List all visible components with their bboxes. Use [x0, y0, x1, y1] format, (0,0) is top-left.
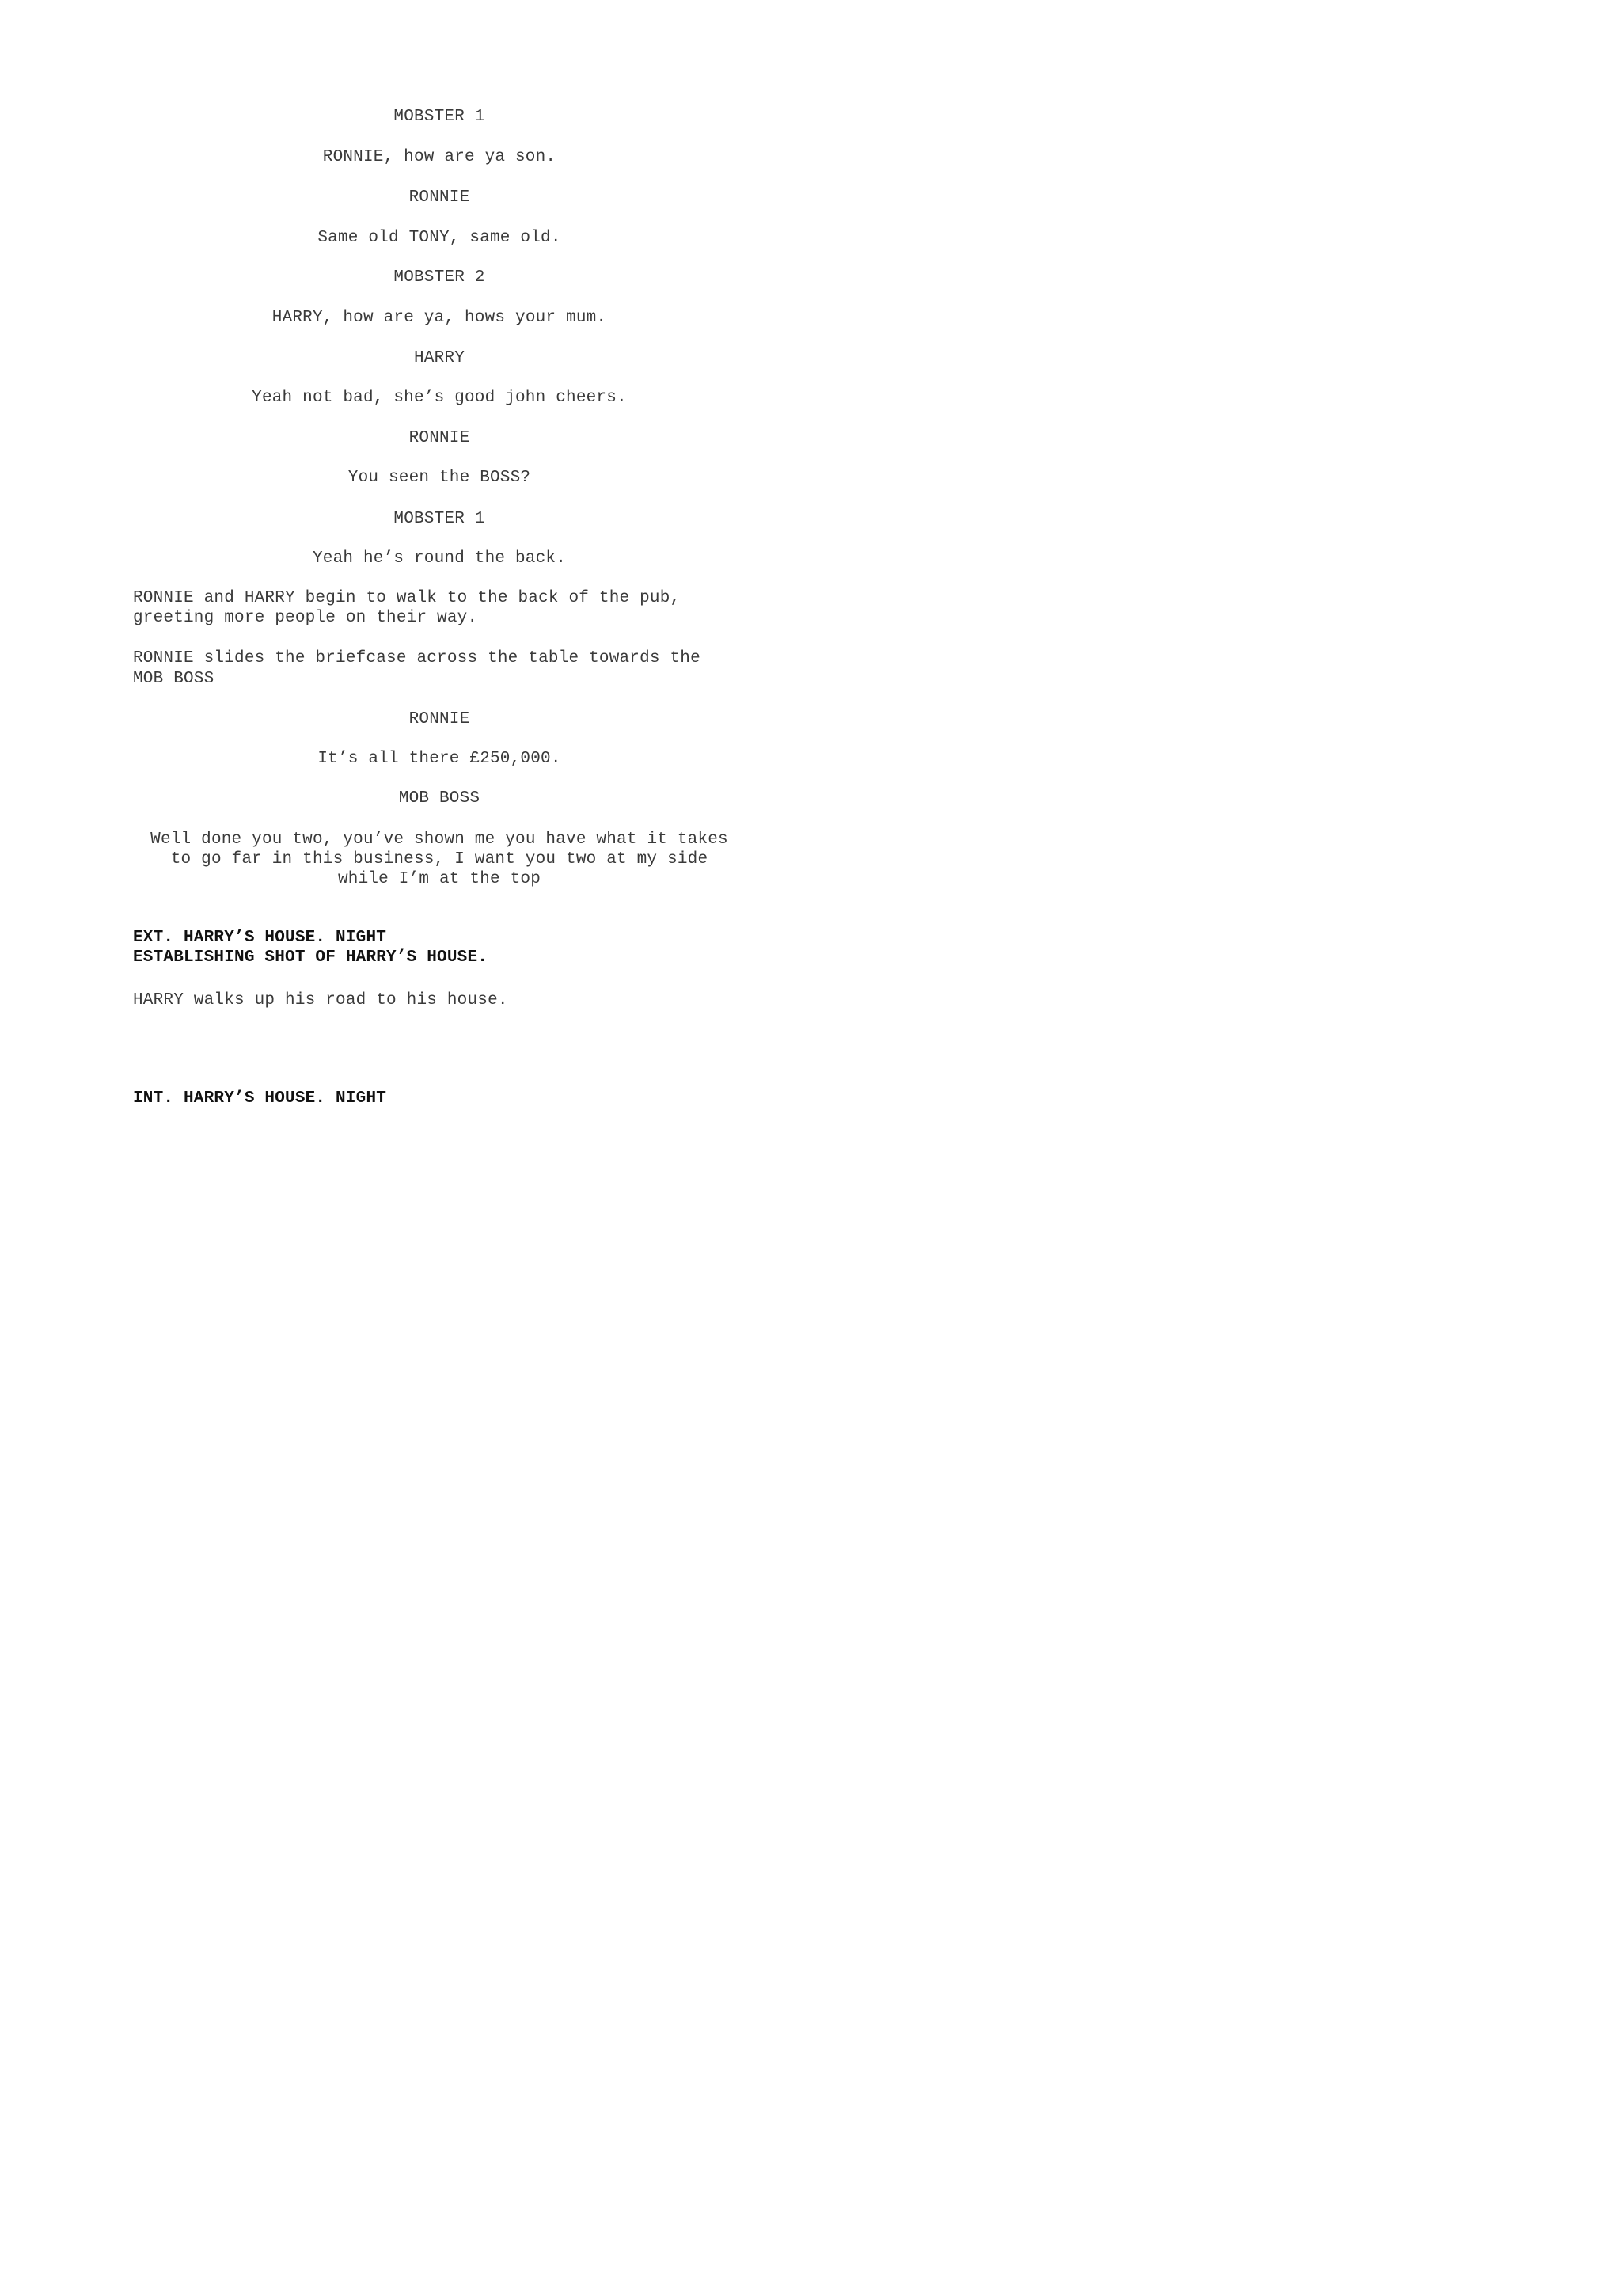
dialogue-line: Yeah not bad, she’s good john cheers.: [252, 389, 627, 407]
character-cue: RONNIE: [408, 710, 470, 728]
dialogue-line: Well done you two, you’ve shown me you have what it takes: [150, 831, 728, 849]
scene-heading: EXT. HARRY’S HOUSE. NIGHT: [133, 929, 387, 947]
action-line: HARRY walks up his road to his house.: [133, 991, 508, 1009]
action-line: RONNIE and HARRY begin to walk to the back of the pub,: [133, 589, 681, 607]
dialogue-line: HARRY, how are ya, hows your mum.: [271, 309, 607, 327]
character-cue: RONNIE: [408, 429, 470, 447]
action-line: greeting more people on their way.: [133, 609, 478, 627]
dialogue-line: Yeah he’s round the back.: [312, 549, 567, 568]
action-line: MOB BOSS: [133, 670, 214, 688]
dialogue-line: to go far in this business, I want you two at my side: [170, 850, 708, 869]
dialogue-line: RONNIE, how are ya son.: [322, 148, 556, 166]
character-cue: HARRY: [413, 349, 465, 367]
dialogue-line: It’s all there £250,000.: [317, 750, 561, 768]
character-cue: MOB BOSS: [398, 789, 480, 808]
dialogue-line: Same old TONY, same old.: [317, 229, 561, 247]
character-cue: RONNIE: [408, 188, 470, 207]
dialogue-line: while I’m at the top: [337, 870, 541, 888]
dialogue-line: You seen the BOSS?: [347, 469, 531, 487]
character-cue: MOBSTER 1: [393, 510, 485, 528]
scene-heading: INT. HARRY’S HOUSE. NIGHT: [133, 1089, 387, 1108]
action-line: RONNIE slides the briefcase across the table towards the: [133, 649, 700, 667]
character-cue: MOBSTER 2: [393, 268, 485, 287]
character-cue: MOBSTER 1: [393, 108, 485, 126]
scene-heading: ESTABLISHING SHOT OF HARRY’S HOUSE.: [133, 948, 488, 967]
